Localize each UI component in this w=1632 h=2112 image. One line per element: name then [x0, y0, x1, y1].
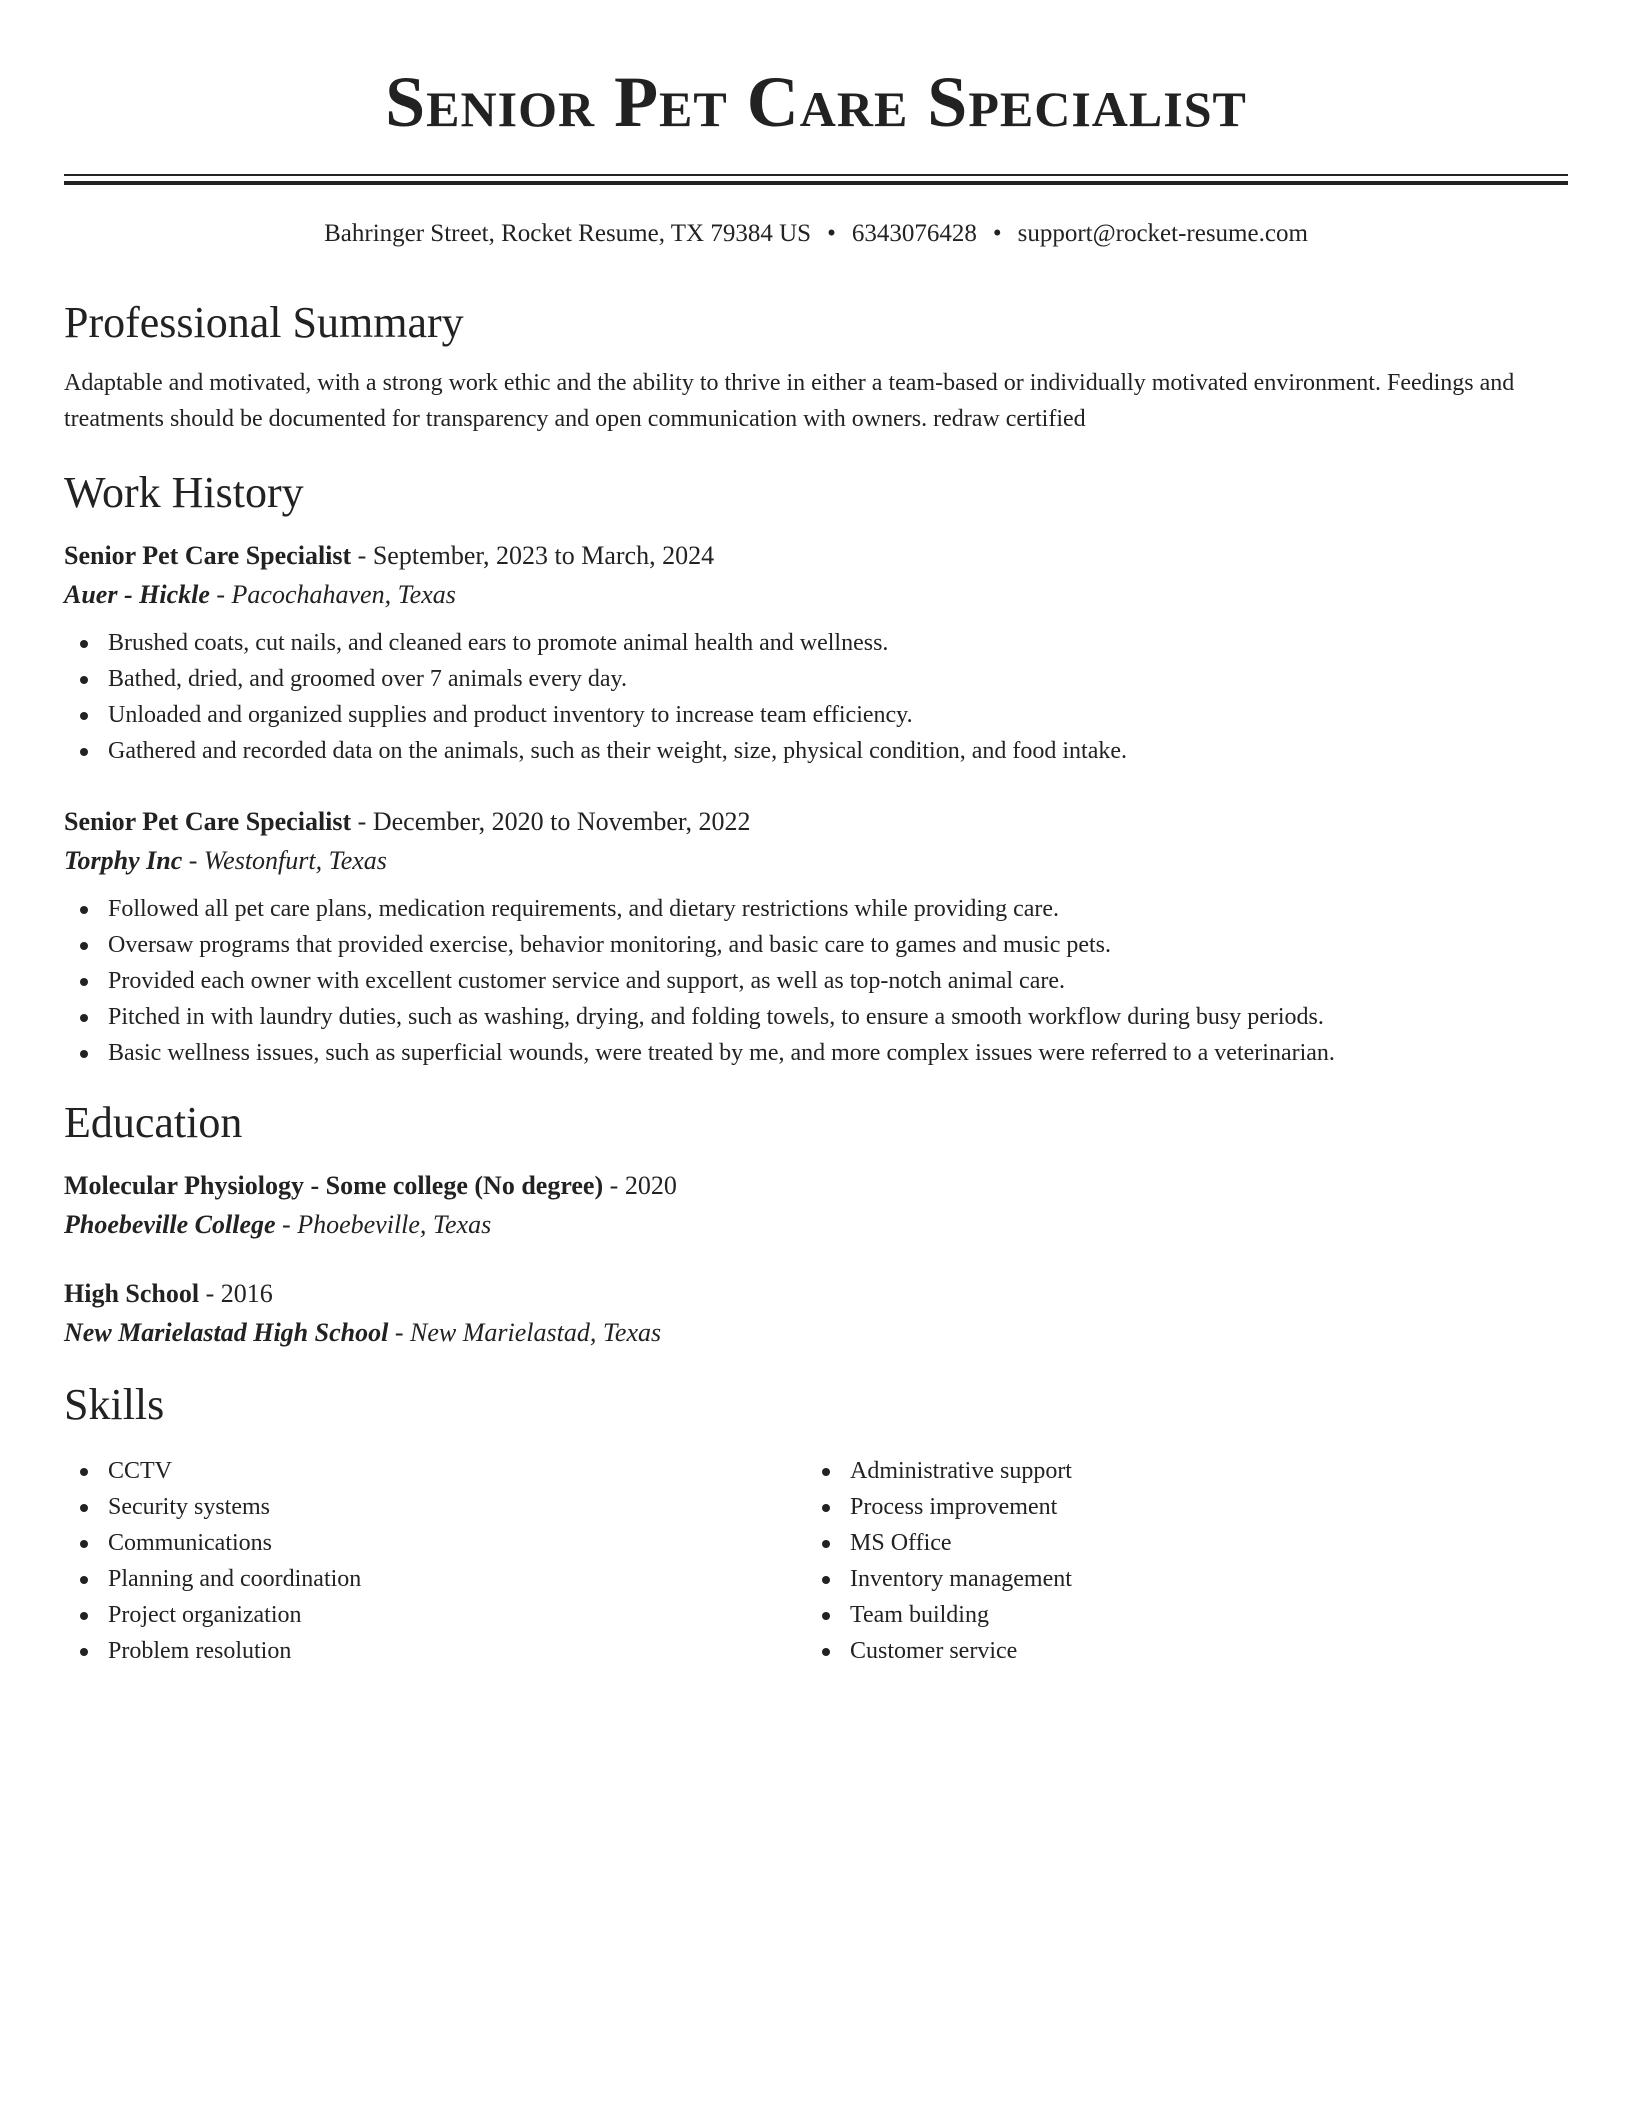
degree-dash: -: [603, 1171, 625, 1200]
school-name: Phoebeville College: [64, 1210, 276, 1239]
list-item: Gathered and recorded data on the animals, such as their weight, size, physical condition, and food intake.: [64, 733, 1568, 769]
skill-item: Planning and coordination: [64, 1561, 806, 1597]
job-dash: -: [351, 541, 373, 570]
skill-item: MS Office: [806, 1525, 1548, 1561]
list-item: Pitched in with laundry duties, such as washing, drying, and folding towels, to ensure a smooth workflow during busy periods.: [64, 999, 1568, 1035]
education-entry: [64, 1275, 1568, 1353]
job-company: Auer - Hickle: [64, 580, 210, 609]
summary-heading: Professional Summary: [64, 298, 464, 347]
job-company: Torphy Inc: [64, 846, 183, 875]
skill-item: Project organization: [64, 1597, 806, 1633]
degree-name: Molecular Physiology - Some college (No degree): [64, 1171, 604, 1200]
skill-item: Team building: [806, 1597, 1548, 1633]
resume-title: Senior Pet Care Specialist: [385, 62, 1247, 142]
school-name: New Marielastad High School: [64, 1318, 389, 1347]
job-duties-list: [64, 625, 1568, 769]
skills-grid: [64, 1443, 1568, 1669]
skill-item: CCTV: [64, 1453, 806, 1489]
degree-name: High School: [64, 1279, 200, 1308]
school-location: Phoebeville, Texas: [297, 1210, 492, 1239]
list-item: Basic wellness issues, such as superficial wounds, were treated by me, and more complex issues were referred to a veterinarian.: [64, 1035, 1568, 1071]
contact-address: Bahringer Street, Rocket Resume, TX 79384 US: [324, 220, 812, 247]
list-item: Brushed coats, cut nails, and cleaned ears to promote animal health and wellness.: [64, 625, 1568, 661]
degree-line: [64, 1167, 1568, 1205]
job-location: Pacochahaven, Texas: [231, 580, 456, 609]
skill-item: Administrative support: [806, 1453, 1548, 1489]
skills-heading: Skills: [64, 1380, 165, 1429]
school-dash: -: [275, 1210, 298, 1239]
job-company-line: [64, 575, 1568, 615]
work-history-heading: Work History: [64, 468, 304, 517]
degree-year: 2020: [624, 1171, 677, 1200]
education-entry: [64, 1167, 1568, 1245]
list-item: Bathed, dried, and groomed over 7 animals every day.: [64, 661, 1568, 697]
education-heading: Education: [64, 1098, 243, 1147]
summary-text: Adaptable and motivated, with a strong work ethic and the ability to thrive in either a team-based or individually motivated environment. Feedings and treatments should be documented for transparency and open communication with owners. redraw certified: [64, 370, 1515, 432]
skill-item: Problem resolution: [64, 1633, 806, 1669]
job-dash: -: [209, 580, 232, 609]
skill-item: Inventory management: [806, 1561, 1548, 1597]
school-line: [64, 1313, 1568, 1353]
contact-separator: •: [992, 220, 1002, 247]
contact-separator: •: [827, 220, 836, 247]
list-item: Provided each owner with excellent customer service and support, as well as top-notch animal care.: [64, 963, 1568, 999]
list-item: Oversaw programs that provided exercise, behavior monitoring, and basic care to games and music pets.: [64, 927, 1568, 963]
job-dates: September, 2023 to March, 2024: [372, 541, 715, 570]
list-item: Unloaded and organized supplies and product inventory to increase team efficiency.: [64, 697, 1568, 733]
job-role: Senior Pet Care Specialist: [64, 541, 352, 570]
job-entry: [64, 803, 1568, 1071]
job-dates: December, 2020 to November, 2022: [372, 807, 751, 836]
skill-item: Customer service: [806, 1633, 1548, 1669]
skill-item: Security systems: [64, 1489, 806, 1525]
degree-line: [64, 1275, 1568, 1313]
job-company-line: [64, 841, 1568, 881]
job-title-line: [64, 537, 1568, 575]
job-duties-list: [64, 891, 1568, 1071]
job-entry: [64, 537, 1568, 769]
contact-line: [64, 217, 1568, 251]
skills-list-right: [806, 1453, 1548, 1669]
skills-list-left: [64, 1453, 806, 1669]
school-location: New Marielastad, Texas: [410, 1318, 662, 1347]
contact-phone: 6343076428: [851, 220, 977, 247]
contact-email: support@rocket-resume.com: [1017, 220, 1308, 247]
school-line: [64, 1205, 1568, 1245]
degree-dash: -: [199, 1279, 221, 1308]
job-location: Westonfurt, Texas: [203, 846, 387, 875]
school-dash: -: [388, 1318, 410, 1347]
job-role: Senior Pet Care Specialist: [64, 807, 352, 836]
skill-item: Process improvement: [806, 1489, 1548, 1525]
degree-year: 2016: [220, 1279, 273, 1308]
job-dash: -: [351, 807, 373, 836]
job-title-line: [64, 803, 1568, 841]
list-item: Followed all pet care plans, medication requirements, and dietary restrictions while providing care.: [64, 891, 1568, 927]
job-dash: -: [182, 846, 204, 875]
title-divider: [64, 174, 1568, 185]
skill-item: Communications: [64, 1525, 806, 1561]
